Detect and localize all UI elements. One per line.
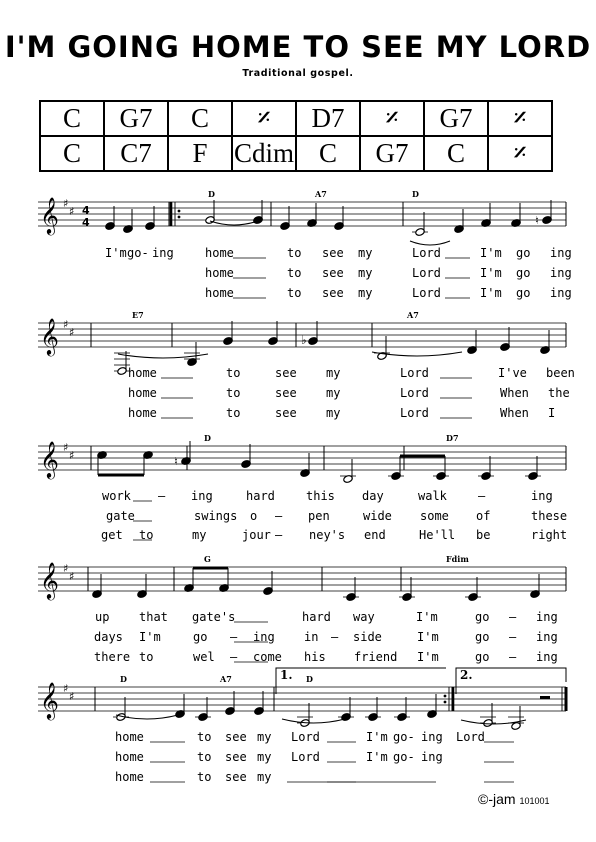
lyric-syllable: ing xyxy=(421,750,443,764)
lyric-syllable: I'm xyxy=(366,730,388,744)
lyric-syllable: ing xyxy=(550,286,572,300)
lyric-syllable: ing xyxy=(550,246,572,260)
lyric-syllable: go- xyxy=(127,246,149,260)
lyric-syllable: I'm xyxy=(105,246,127,260)
lyric-syllable: see xyxy=(275,386,297,400)
key-sharp-icon: ♯ xyxy=(69,570,75,583)
lyric-syllable: ing xyxy=(152,246,174,260)
lyric-syllable: come xyxy=(253,650,282,664)
lyric-syllable: ing xyxy=(536,630,558,644)
lyric-syllable: I'm xyxy=(139,630,161,644)
chord-cell: 𝄎 xyxy=(488,101,552,136)
lyric-syllable: gate xyxy=(106,509,135,523)
chord-symbol: D xyxy=(120,674,127,684)
lyric-syllable: Lord xyxy=(291,730,320,744)
lyric-syllable: in xyxy=(304,630,319,644)
lyric-syllable: I xyxy=(548,406,556,420)
chord-cell: G7 xyxy=(360,136,424,171)
lyric-syllable: I've xyxy=(498,366,527,380)
repeat-dot xyxy=(444,701,447,704)
lyric-syllable: my xyxy=(358,266,373,280)
lyric-syllable: – xyxy=(275,528,283,542)
lyric-syllable: go xyxy=(516,266,531,280)
lyric-syllable: to xyxy=(139,650,154,664)
lyric-syllable: my xyxy=(257,770,272,784)
chord-cell: C7 xyxy=(104,136,168,171)
copyright-mark xyxy=(478,791,549,807)
copyright-code: 101001 xyxy=(519,796,550,806)
chord-symbol: Fdim xyxy=(446,554,469,564)
treble-clef-icon: 𝄞 xyxy=(40,317,59,355)
lyric-syllable: I'm xyxy=(480,266,502,280)
key-sharp-icon: ♯ xyxy=(69,690,75,703)
lyric-syllable: gate's xyxy=(192,610,236,624)
flat-icon: ♭ xyxy=(301,333,307,347)
chord-cell: 𝄎 xyxy=(232,101,296,136)
chord-cell: 𝄎 xyxy=(360,101,424,136)
natural-icon: ♮ xyxy=(535,214,539,227)
chord-symbol: G xyxy=(204,554,211,564)
chord-symbol: A7 xyxy=(407,310,419,320)
lyric-syllable: – xyxy=(509,630,517,644)
key-sharp-icon: ♯ xyxy=(63,197,69,210)
lyric-syllable: day xyxy=(362,489,384,503)
lyric-syllable: go- xyxy=(393,750,415,764)
lyric-syllable: see xyxy=(225,750,247,764)
lyric-syllable: home xyxy=(115,750,144,764)
lyric-syllable: home xyxy=(205,266,234,280)
lyric-syllable: home xyxy=(128,386,157,400)
lyric-syllable: end xyxy=(364,528,386,542)
lyric-syllable: hard xyxy=(246,489,275,503)
chord-cell: Cdim xyxy=(232,136,296,171)
lyric-syllable: right xyxy=(531,528,568,542)
lyric-syllable: I'm xyxy=(417,650,439,664)
repeat-dot xyxy=(178,216,181,219)
half-rest xyxy=(540,696,550,699)
lyric-syllable: my xyxy=(257,750,272,764)
time-signature-bottom: 4 xyxy=(82,216,90,229)
lyric-syllable: ing xyxy=(253,630,275,644)
song-subtitle: Traditional gospel. xyxy=(242,68,354,79)
lyric-syllable: to xyxy=(287,266,302,280)
slur xyxy=(210,221,258,225)
lyric-syllable: – xyxy=(158,489,166,503)
key-sharp-icon: ♯ xyxy=(63,682,69,695)
lyric-syllable: to xyxy=(287,246,302,260)
lyric-syllable: see xyxy=(275,406,297,420)
lyric-syllable: side xyxy=(353,630,382,644)
chord-cell: D7 xyxy=(296,101,360,136)
chord-cell: C xyxy=(40,101,104,136)
lyric-syllable: ing xyxy=(531,489,553,503)
lyric-syllable: my xyxy=(326,406,341,420)
treble-clef-icon: 𝄞 xyxy=(40,196,59,234)
lyric-syllable: see xyxy=(275,366,297,380)
lyric-syllable: I'm xyxy=(480,286,502,300)
lyric-syllable: to xyxy=(226,386,241,400)
lyric-syllable: to xyxy=(197,730,212,744)
lyric-syllable: my xyxy=(192,528,207,542)
lyric-syllable: see xyxy=(322,266,344,280)
lyric-syllable: of xyxy=(476,509,491,523)
chord-symbol: A7 xyxy=(315,189,327,199)
slur xyxy=(282,719,345,723)
lyric-syllable: home xyxy=(115,730,144,744)
lyric-syllable: friend xyxy=(354,650,398,664)
chord-symbol: A7 xyxy=(220,674,232,684)
lyric-syllable: up xyxy=(95,610,110,624)
slur xyxy=(118,354,208,358)
key-sharp-icon: ♯ xyxy=(69,326,75,339)
lyric-syllable: go- xyxy=(393,730,415,744)
lyric-syllable: Lord xyxy=(400,366,429,380)
volta-number: 1. xyxy=(280,668,293,682)
lyric-syllable: swings xyxy=(194,509,238,523)
lyric-syllable: ing xyxy=(421,730,443,744)
lyric-syllable: o xyxy=(250,509,258,523)
lyric-syllable: these xyxy=(531,509,568,523)
lyric-syllable: – xyxy=(230,650,238,664)
lyric-syllable: my xyxy=(326,366,341,380)
lyric-syllable: Lord xyxy=(400,406,429,420)
lyric-syllable: home xyxy=(115,770,144,784)
lyric-syllable: to xyxy=(226,406,241,420)
lyric-syllable: my xyxy=(358,246,373,260)
treble-clef-icon: 𝄞 xyxy=(40,440,59,478)
lyric-syllable: see xyxy=(322,246,344,260)
chord-symbol: D xyxy=(412,189,419,199)
lyric-syllable: I'm xyxy=(416,610,438,624)
chord-symbol: D7 xyxy=(446,433,459,443)
lyric-syllable: pen xyxy=(308,509,330,523)
lyric-syllable: go xyxy=(475,610,490,624)
repeat-dot xyxy=(444,695,447,698)
key-sharp-icon: ♯ xyxy=(69,449,75,462)
lyric-syllable: go xyxy=(516,246,531,260)
lyric-syllable: jour xyxy=(242,528,271,542)
lyric-syllable: his xyxy=(304,650,326,664)
lyric-syllable: home xyxy=(205,246,234,260)
lyric-syllable: ing xyxy=(536,650,558,664)
lyric-syllable: Lord xyxy=(400,386,429,400)
volta-number: 2. xyxy=(460,668,473,682)
lyric-syllable: to xyxy=(287,286,302,300)
chord-symbol: D xyxy=(208,189,215,199)
lyric-syllable: When xyxy=(500,406,529,420)
lyric-syllable: that xyxy=(139,610,168,624)
natural-icon: ♮ xyxy=(174,455,178,468)
lyric-syllable: – xyxy=(230,630,238,644)
lyric-syllable: home xyxy=(205,286,234,300)
lyric-syllable: Lord xyxy=(412,286,441,300)
lyric-syllable: ney's xyxy=(309,528,346,542)
chord-cell: 𝄎 xyxy=(488,136,552,171)
volta-bracket-1 xyxy=(276,668,446,694)
lyric-syllable: go xyxy=(475,650,490,664)
lyric-syllable: – xyxy=(509,650,517,664)
lyric-syllable: ing xyxy=(191,489,213,503)
lyric-syllable: see xyxy=(225,730,247,744)
lyric-syllable: go xyxy=(516,286,531,300)
lyric-syllable: hard xyxy=(302,610,331,624)
chord-symbol: E7 xyxy=(132,310,144,320)
lyric-syllable: days xyxy=(94,630,123,644)
lyric-syllable: some xyxy=(420,509,449,523)
lyric-syllable: home xyxy=(128,366,157,380)
lyric-syllable: been xyxy=(546,366,575,380)
lyric-syllable: get xyxy=(101,528,123,542)
treble-clef-icon: 𝄞 xyxy=(40,681,59,719)
lyric-syllable: my xyxy=(257,730,272,744)
lyric-syllable: Lord xyxy=(412,266,441,280)
copyright-sign: ©-jam xyxy=(478,791,516,807)
repeat-dot xyxy=(178,210,181,213)
staff-system xyxy=(38,668,566,782)
lyric-syllable: wide xyxy=(363,509,392,523)
lyric-syllable: – xyxy=(478,489,486,503)
lyric-syllable: Lord xyxy=(456,730,485,744)
chord-cell: F xyxy=(168,136,232,171)
lyric-syllable: see xyxy=(225,770,247,784)
lyric-syllable: to xyxy=(139,528,154,542)
lyric-syllable: – xyxy=(509,610,517,624)
lyric-syllable: I'm xyxy=(417,630,439,644)
song-title: I'M GOING HOME TO SEE MY LORD xyxy=(4,30,592,64)
lyric-syllable: go xyxy=(193,630,208,644)
lyric-syllable: Lord xyxy=(291,750,320,764)
chord-symbol: D xyxy=(204,433,211,443)
chord-cell: C xyxy=(168,101,232,136)
chord-cell: G7 xyxy=(104,101,168,136)
lyric-syllable: to xyxy=(226,366,241,380)
lyric-syllable: I'm xyxy=(366,750,388,764)
lyric-syllable: the xyxy=(548,386,570,400)
lyric-syllable: go xyxy=(475,630,490,644)
key-sharp-icon: ♯ xyxy=(63,318,69,331)
treble-clef-icon: 𝄞 xyxy=(40,561,59,599)
lyric-syllable: ing xyxy=(550,266,572,280)
lyric-syllable: to xyxy=(197,770,212,784)
chord-symbol: D xyxy=(306,674,313,684)
lyric-syllable: to xyxy=(197,750,212,764)
lyric-syllable: When xyxy=(500,386,529,400)
lyric-syllable: way xyxy=(353,610,375,624)
chord-cell: C xyxy=(40,136,104,171)
lyric-syllable: – xyxy=(331,630,339,644)
lyric-syllable: I'm xyxy=(480,246,502,260)
slur xyxy=(410,241,450,245)
key-sharp-icon: ♯ xyxy=(63,562,69,575)
lyric-syllable: wel xyxy=(193,650,215,664)
lyric-syllable: home xyxy=(128,406,157,420)
lyric-syllable: He'll xyxy=(419,528,456,542)
lyric-syllable: this xyxy=(306,489,335,503)
lyric-syllable: my xyxy=(358,286,373,300)
lyric-syllable: my xyxy=(326,386,341,400)
lyric-syllable: Lord xyxy=(412,246,441,260)
key-sharp-icon: ♯ xyxy=(63,441,69,454)
lyric-syllable: ing xyxy=(536,610,558,624)
chord-cell: G7 xyxy=(424,101,488,136)
lyric-syllable: walk xyxy=(418,489,447,503)
time-signature-top: 4 xyxy=(82,204,90,217)
lyric-syllable: – xyxy=(275,509,283,523)
lyric-syllable: there xyxy=(94,650,131,664)
key-sharp-icon: ♯ xyxy=(69,205,75,218)
lyric-syllable: work xyxy=(102,489,131,503)
chord-cell: C xyxy=(296,136,360,171)
chord-cell: C xyxy=(424,136,488,171)
lyric-syllable: see xyxy=(322,286,344,300)
lyric-syllable: be xyxy=(476,528,491,542)
